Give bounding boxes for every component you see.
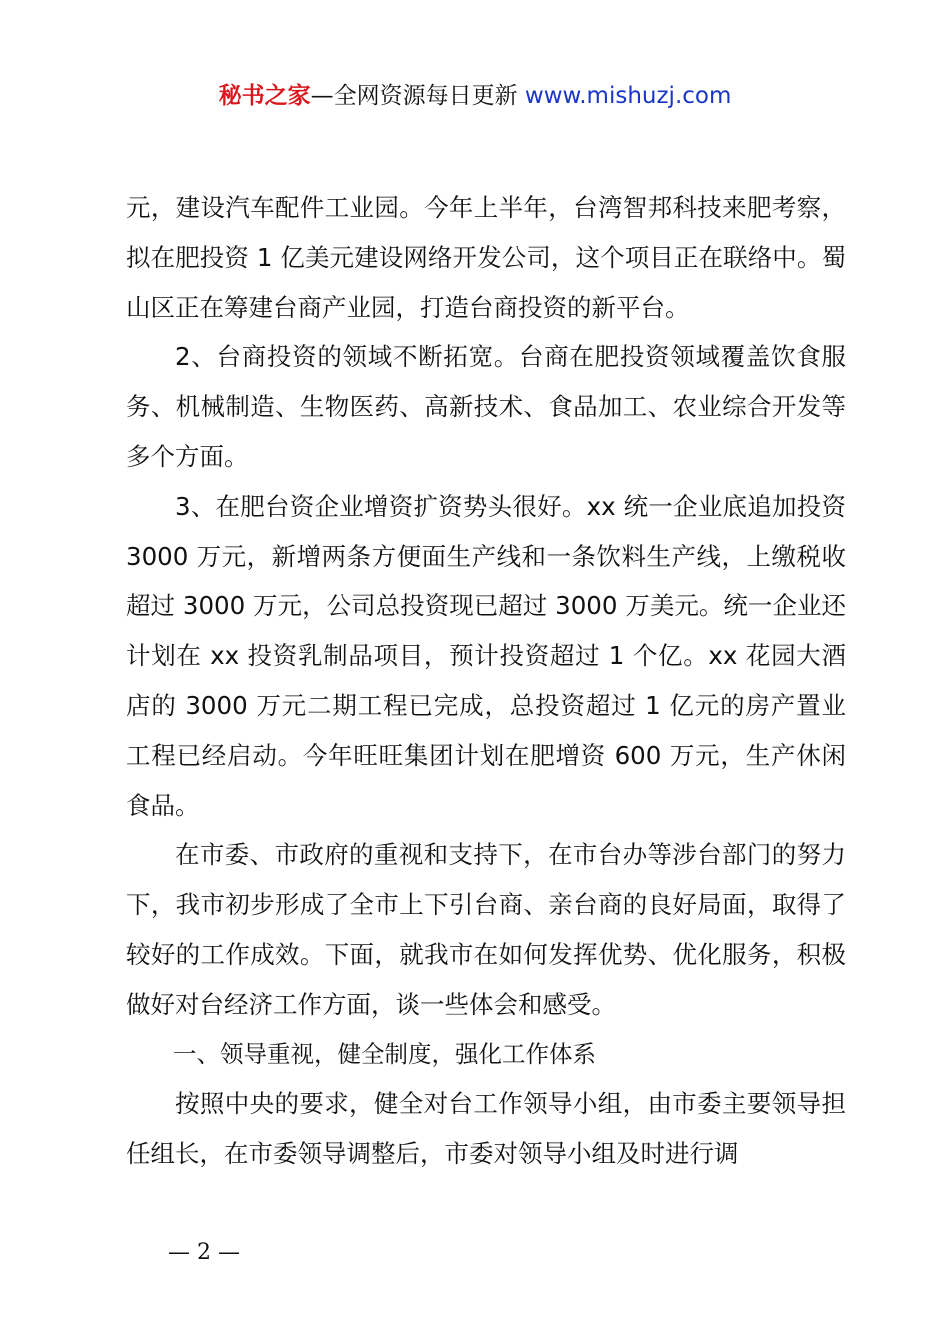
paragraph-5: 按照中央的要求，健全对台工作领导小组，由市委主要领导担任组长，在市委领导调整后，市委对领导小组及时进行调 [126, 1089, 846, 1169]
section-heading: 一、领导重视，健全制度，强化工作体系 [173, 1039, 596, 1068]
paragraph-3: 3、在肥台资企业增资扩资势头很好。xx 统一企业底追加投资 3000 万元，新增两条方便面生产线和一条饮料生产线，上缴税收超过 3000 万元，公司总投资现已超过 3000 万美元。统一企业还计划在 xx 投资乳制品项目，预计投资超过 1 个亿。xx 花园大酒店的 3000 万元二期工程已完成，总投资超过 1 亿元的房产置业工程已经启动。今年旺旺集团计划在肥增资 600 万元，生产休闲食品。 [126, 491, 846, 820]
document-body [126, 183, 846, 1179]
site-header [0, 80, 950, 112]
brand-name: 秘书之家 [218, 83, 311, 109]
paragraph-4: 在市委、市政府的重视和支持下，在市台办等涉台部门的努力下，我市初步形成了全市上下引台商、亲台商的良好局面，取得了较好的工作成效。下面，就我市在如何发挥优势、优化服务，积极做好对台经济工作方面，谈一些体会和感受。 [126, 840, 846, 1019]
paragraph-2: 2、台商投资的领域不断拓宽。台商在肥投资领域覆盖饮食服务、机械制造、生物医药、高新技术、食品加工、农业综合开发等多个方面。 [126, 342, 846, 471]
header-slogan: —全网资源每日更新 [310, 83, 518, 109]
page-number: — 2 — [168, 1240, 240, 1265]
site-url-link[interactable]: www.mishuzj.com [524, 83, 732, 109]
paragraph-1: 元，建设汽车配件工业园。今年上半年，台湾智邦科技来肥考察，拟在肥投资 1 亿美元建设网络开发公司，这个项目正在联络中。蜀山区正在筹建台商产业园，打造台商投资的新平台。 [126, 193, 846, 322]
